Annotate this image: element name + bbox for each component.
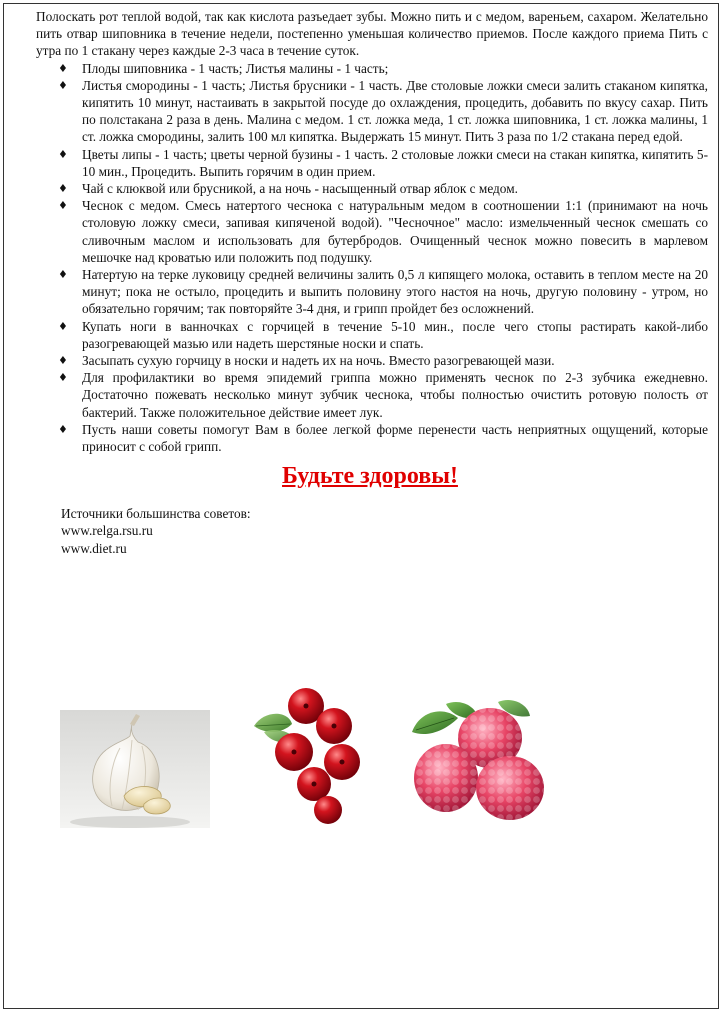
tip-text: Для профилактики во время эпидемий гриппа можно применять чеснок по 2-3 зубчика ежедневно. Достаточно пожевать несколько минут зубчик чеснока, чтобы полностью очистить ротовую полость от бактерий. Также положительное действие имеет лук.: [82, 370, 708, 420]
list-item: [32, 266, 708, 318]
diamond-bullet-icon: ♦: [58, 354, 68, 368]
tip-text: Плоды шиповника - 1 часть; Листья малины - 1 часть;: [82, 60, 389, 76]
raspberry-image: [406, 696, 556, 828]
list-item: [32, 369, 708, 421]
closing-heading: Будьте здоровы!: [282, 463, 458, 490]
diamond-bullet-icon: ♦: [58, 147, 68, 161]
photo-row: [60, 680, 620, 830]
diamond-bullet-icon: ♦: [58, 78, 68, 92]
tip-text: Листья смородины - 1 часть; Листья брусники - 1 часть. Две столовые ложки смеси залить стаканом кипятка, кипятить 10 минут, настаивать в закрытой посуде до охлаждения, процедить, добавить по вкусу сахар. Пить по полстакана 2 раза в день. Малина с медом. 1 ст. ложка меда, 1 ст. ложка шиповника, 1 ст. ложка малины, 1 ст. ложка смородины, залить 100 мл кипятка. Выдержать 15 минут. Пить 3 раза по 1/2 стакана перед едой.: [82, 77, 708, 145]
diamond-bullet-icon: ♦: [58, 422, 68, 436]
list-item: [32, 77, 708, 146]
cranberry-image: [234, 680, 384, 828]
list-item: [32, 197, 708, 266]
tip-text: Чай с клюквой или брусникой, а на ночь - насыщенный отвар яблок с медом.: [82, 181, 518, 197]
tip-text: Засыпать сухую горчицу в носки и надеть их на ночь. Вместо разогревающей мази.: [82, 353, 555, 369]
tip-text: Купать ноги в ванночках с горчицей в течение 5-10 мин., после чего стопы растирать какой-либо разогревающей мазью или надеть шерстяные носки и спать.: [82, 318, 708, 351]
list-item: [32, 352, 708, 369]
list-item: [32, 146, 708, 180]
diamond-bullet-icon: ♦: [58, 61, 68, 75]
document-body: [32, 8, 708, 557]
sources-block: [32, 505, 708, 557]
list-item: [32, 60, 708, 77]
diamond-bullet-icon: ♦: [58, 319, 68, 333]
list-item: [32, 318, 708, 352]
tip-text: Чеснок с медом. Смесь натертого чеснока с натуральным медом в соотношении 1:1 (принимают на ночь столовую ложку смеси, запивая кипяченой водой). "Чесночное" масло: измельченный чеснок смешать со сливочным маслом и использовать для бутербродов. Очищенный чеснок можно повесить в марлевом мешочке над кроватью или положить под подушку.: [82, 198, 708, 265]
source-link[interactable]: www.relga.rsu.ru: [61, 523, 153, 539]
tips-list: [32, 60, 708, 456]
diamond-bullet-icon: ♦: [58, 199, 68, 213]
intro-paragraph: Полоскать рот теплой водой, так как кислота разъедает зубы. Можно пить и с медом, вареньем, сахаром. Желательно пить отвар шиповника в течение недели, постепенно уменьшая количество приемов. После каждого приема Пить с утра по 1 стакану через каждые 2-3 часа в течение суток.: [36, 9, 708, 59]
tip-text: Натертую на терке луковицу средней величины залить 0,5 л кипящего молока, оставить в теплом месте на 20 минут; пока не остыло, процедить и выпить половину этого настоя на ночь, другую половину - утром, но обязательно горячим; так повторяйте 3-4 дня, и грипп пройдет без осложнений.: [82, 267, 708, 317]
sources-heading: Источники большинства советов:: [61, 506, 251, 522]
diamond-bullet-icon: ♦: [58, 371, 68, 385]
list-item: [32, 180, 708, 197]
tip-text: Цветы липы - 1 часть; цветы черной бузины - 1 часть. 2 столовые ложки смеси на стакан кипятка, кипятить 5-10 мин., Процедить. Выпить горячим в один прием.: [82, 146, 708, 179]
list-item: [32, 421, 708, 455]
garlic-image: [60, 710, 210, 828]
diamond-bullet-icon: ♦: [58, 268, 68, 282]
tip-text: Пусть наши советы помогут Вам в более легкой форме перенести часть неприятных ощущений, которые приносит с собой грипп.: [82, 421, 708, 455]
source-link[interactable]: www.diet.ru: [61, 540, 127, 556]
diamond-bullet-icon: ♦: [58, 182, 68, 196]
